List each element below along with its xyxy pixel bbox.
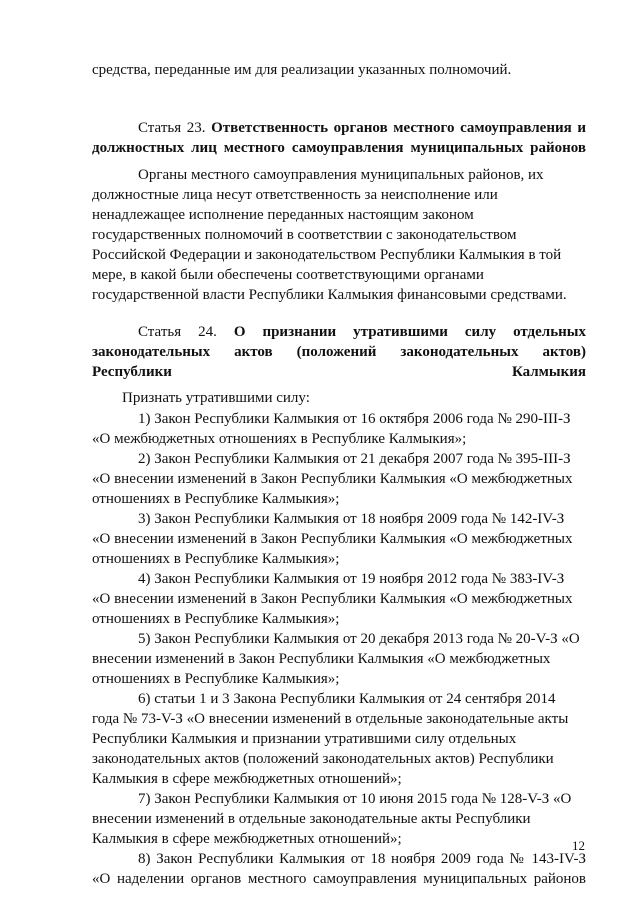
article-23-paragraph: Органы местного самоуправления муниципальных районов, их должностные лица несут ответственность за неисполнение или ненадлежащее исполнение переданных настоящим законом государственных полномочий в соответствии с законодательством Российской Федерации и законодательством Республики Калмыкия в той мере, в какой были обеспечены соответствующими органами государственной власти Республики Калмыкия финансовыми средствами. xyxy=(92,167,567,303)
article-23-heading xyxy=(92,118,586,158)
list-item: 6) статьи 1 и 3 Закона Республики Калмыкия от 24 сентября 2014 года № 73-V-З «О внесении изменений в отдельные законодательные акты Республики Калмыкия и признании утратившими силу отдельных законодательных актов (положений законодательных актов) Республики Калмыкия в сфере межбюджетных отношений»; xyxy=(92,691,569,787)
top-line: средства, переданные им для реализации указанных полномочий. xyxy=(92,62,512,78)
list-item: 7) Закон Республики Калмыкия от 10 июня 2015 года № 128-V-З «О внесении изменений в отдельные законодательные акты Республики Калмыкия в сфере межбюджетных отношений»; xyxy=(92,791,572,847)
article-24-lead: Статья 24. xyxy=(138,324,217,340)
article-23-title: Ответственность органов местного самоуправления и должностных лиц местного самоуправления муниципальных районов xyxy=(92,120,587,156)
article-23 xyxy=(92,118,586,158)
list-item: 1) Закон Республики Калмыкия от 16 октября 2006 года № 290-III-З «О межбюджетных отношениях в Республике Калмыкия»; xyxy=(92,411,571,447)
list-item: 8) Закон Республики Калмыкия от 18 ноября 2009 года № 143-IV-З «О наделении органов местного самоуправления муниципальных районов xyxy=(92,851,586,887)
page-number: 12 xyxy=(572,838,585,853)
article-24-title: О признании утратившими силу отдельных законодательных актов (положений законодательных актов) Республики Калмыкия xyxy=(92,324,586,380)
article-24 xyxy=(92,322,586,382)
article-23-lead: Статья 23. xyxy=(138,120,206,136)
list-item: 3) Закон Республики Калмыкия от 18 ноября 2009 года № 142-IV-З «О внесении изменений в Закон Республики Калмыкия «О межбюджетных отношениях в Республике Калмыкия»; xyxy=(92,511,573,567)
list-item: 2) Закон Республики Калмыкия от 21 декабря 2007 года № 395-III-З «О внесении изменений в Закон Республики Калмыкия «О межбюджетных отношениях в Республике Калмыкия»; xyxy=(92,451,573,507)
article-24-intro: Признать утратившими силу: xyxy=(122,390,310,406)
article-23-body xyxy=(92,165,586,305)
list-item: 4) Закон Республики Калмыкия от 19 ноября 2012 года № 383-IV-З «О внесении изменений в Закон Республики Калмыкия «О межбюджетных отношениях в Республике Калмыкия»; xyxy=(92,571,573,627)
continued-text xyxy=(92,60,586,80)
article-24-heading xyxy=(92,322,586,382)
article-24-body xyxy=(92,388,586,889)
list-item: 5) Закон Республики Калмыкия от 20 декабря 2013 года № 20-V-З «О внесении изменений в Закон Республики Калмыкия «О межбюджетных отношениях в Республике Калмыкия»; xyxy=(92,631,580,687)
